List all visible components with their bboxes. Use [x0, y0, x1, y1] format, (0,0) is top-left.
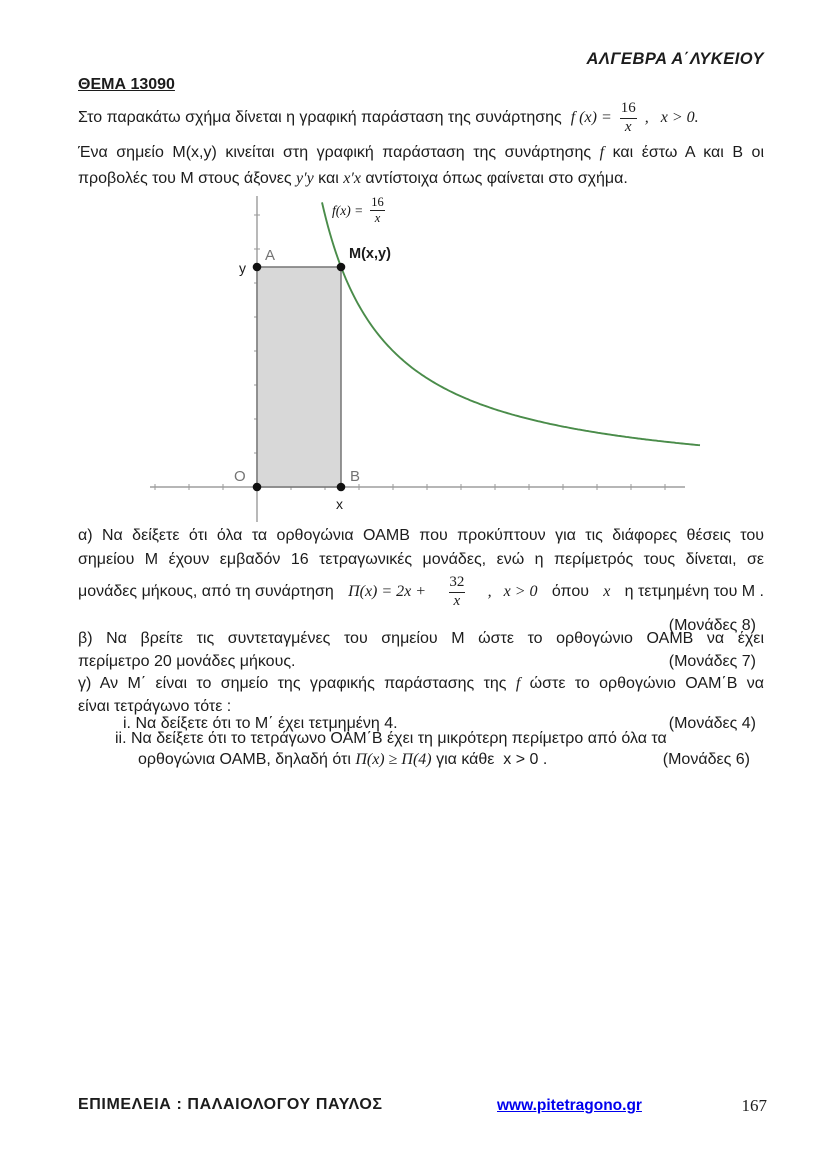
- point-O-dot: [253, 483, 262, 492]
- intro-paragraph-2: [78, 140, 764, 192]
- points-b: (Μονάδες 7): [668, 653, 756, 670]
- x-symbol: x: [603, 583, 611, 600]
- intro-p2-line2: προβολές του Μ στους άξονες y′y και x′x αντίστοιχα όπως φαίνεται στο σχήμα.: [78, 170, 628, 187]
- f-symbol-c: f: [515, 675, 521, 692]
- points-c-i: (Μονάδες 4): [668, 715, 756, 732]
- fraction-32-over-x: $\frac{32}{x}$: [449, 573, 465, 609]
- question-b-line2: περίμετρο 20 μονάδες μήκους. (Μονάδες 7): [78, 650, 764, 673]
- domain-condition: , x > 0.: [644, 109, 699, 126]
- x-axis-symbol: x′x: [343, 170, 361, 187]
- perimeter-inequality: Π(x) ≥ Π(4): [355, 751, 432, 768]
- footer: [0, 1096, 828, 1120]
- figure: [140, 194, 710, 526]
- intro-p1-text: Στο παρακάτω σχήμα δίνεται η γραφική παράσταση της συνάρτησης: [78, 109, 562, 126]
- question-c-line2: είναι τετράγωνο τότε :: [78, 698, 232, 715]
- point-A-dot: [253, 263, 262, 272]
- intro-p2-line1: Ένα σημείο Μ(x,y) κινείται στη γραφική παράσταση της συνάρτησης f και έστω Α και Β οι: [78, 144, 765, 161]
- question-a-line2: σημείου Μ έχουν εμβαδόν 16 τετραγωνικές μονάδες, ενώ η περίμετρός τους δίνεται, σε: [78, 551, 764, 568]
- theme-title: ΘΕΜΑ 13090: [78, 76, 175, 93]
- fraction-16-over-x: [616, 101, 641, 136]
- question-c-ii-line2-text: ορθογώνια ΟΑΜΒ, δηλαδή ότι Π(x) ≥ Π(4) για κάθε x > 0 .: [138, 751, 548, 768]
- footer-editor: ΕΠΙΜΕΛΕΙΑ : ΠΑΛΑΙΟΛΟΓΟΥ ΠΑΥΛΟΣ: [78, 1096, 383, 1113]
- label-B: B: [350, 468, 361, 485]
- label-y-coordinate: y: [239, 260, 246, 276]
- point-B-dot: [337, 483, 346, 492]
- question-b: [78, 627, 764, 673]
- question-c-i-text: i. Να δείξετε ότι το Μ΄ έχει τετμημένη 4.: [123, 715, 398, 732]
- page-title: ΑΛΓΕΒΡΑ Α΄ΛΥΚΕΙΟΥ: [586, 50, 764, 68]
- function-expression: f (x) =: [570, 109, 612, 126]
- question-c-ii: [78, 728, 764, 770]
- intro-paragraph-1: [78, 96, 764, 140]
- question-a-line3: μονάδες μήκους, από τη συνάρτηση Π(x) = 2x + $\frac{32}{x}$ , x > 0 όπου x η τετμημένη του Μ .: [78, 573, 764, 609]
- label-M: M(x,y): [349, 246, 391, 262]
- y-axis-symbol: y′y: [296, 170, 314, 187]
- footer-website-link[interactable]: www.pitetragono.gr: [497, 1097, 642, 1114]
- points-c-ii: (Μονάδες 6): [662, 751, 750, 768]
- hyperbola-curve: [322, 202, 700, 445]
- fraction-denominator: x: [620, 118, 637, 136]
- rectangle-OAMB: [257, 267, 341, 487]
- page-number: 167: [741, 1096, 767, 1115]
- label-O: O: [234, 468, 246, 485]
- perimeter-function: Π(x) = 2x +: [348, 583, 427, 600]
- fraction-numerator: 16: [620, 99, 636, 116]
- question-c-ii-line2: [78, 749, 764, 770]
- points-a: (Μονάδες 8): [668, 617, 756, 634]
- question-a: [78, 524, 764, 638]
- point-M-dot: [337, 263, 346, 272]
- label-A: A: [265, 247, 276, 264]
- question-c-ii-line1: ii. Να δείξετε ότι το τετράγωνο ΟΑΜ΄Β έχει τη μικρότερη περίμετρο από όλα τα: [115, 730, 667, 747]
- question-c-line1: γ) Αν Μ΄ είναι το σημείο της γραφικής παράστασης της f ώστε το ορθογώνιο ΟΑΜ΄Β να: [78, 675, 764, 692]
- figure-function-label: f(x) = $\frac{16}{x}$: [332, 196, 389, 225]
- label-x-coordinate: x: [336, 496, 343, 512]
- question-b-line1: β) Να βρείτε τις συντεταγμένες του σημείου Μ ώστε το ορθογώνιο ΟΑΜΒ να έχει: [78, 630, 764, 647]
- figure-fraction: $\frac{16}{x}$: [371, 195, 384, 226]
- question-a-line1: α) Να δείξετε ότι όλα τα ορθογώνια ΟΑΜΒ που προκύπτουν για τις διάφορες θέσεις του: [78, 527, 764, 544]
- f-symbol: f: [599, 144, 605, 161]
- figure-svg: [140, 194, 710, 526]
- perimeter-domain: , x > 0: [487, 583, 538, 600]
